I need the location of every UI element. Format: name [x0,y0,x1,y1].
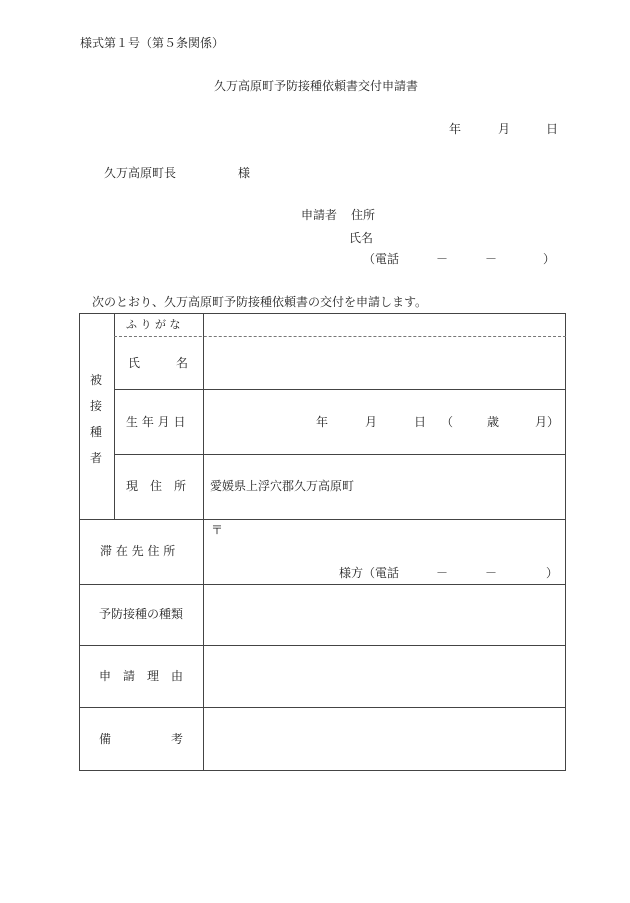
applicant-phone-open: （電話 [363,252,400,266]
section-char-4: 者 [89,451,102,465]
intro-text: 次のとおり、久万高原町予防接種依頼書の交付を申請します。 [92,295,428,309]
page-title: 久万高原町予防接種依頼書交付申請書 [214,79,419,93]
stay-care-of-phone: 様方（電話 [339,566,400,580]
stay-address-label: 滞 在 先 住 所 [100,544,176,558]
application-table [79,313,566,771]
divider-section [114,314,115,519]
stay-phone-close: ） [546,566,559,580]
birth-day-label: 日 [414,415,427,429]
name-label: 氏 名 [128,356,189,370]
vaccine-type-label: 予防接種の種類 [99,607,184,621]
birth-month-label: 月 [365,415,378,429]
section-label-vaccinee [88,373,104,477]
postal-mark: 〒 [211,523,224,537]
birth-months-label: 月） [535,415,560,429]
furigana-label: ふ り が な [126,318,181,331]
date-day-label: 日 [546,122,559,136]
birth-year-label: 年 [316,415,329,429]
remarks-label: 備 考 [99,732,184,746]
applicant-address-label: 住所 [351,208,376,222]
furigana-divider [114,336,566,337]
birth-paren-open: （ [441,415,454,429]
row-line-stay [80,584,566,585]
row-line-birth [114,454,566,455]
applicant-phone-close: ） [543,252,556,266]
section-char-3: 種 [89,425,102,439]
applicant-name-label: 氏名 [349,231,374,245]
date-year-label: 年 [449,122,462,136]
form-number: 様式第１号（第５条関係） [80,36,225,50]
applicant-phone-dash-2: － [485,252,498,266]
stay-phone-dash-1: － [436,566,449,580]
address-value: 愛媛県上浮穴郡久万高原町 [210,479,355,493]
row-line-name [114,389,566,390]
reason-label: 申 請 理 由 [99,669,184,683]
stay-phone-dash-2: － [485,566,498,580]
address-label: 現 住 所 [126,479,187,493]
applicant-phone-dash-1: － [436,252,449,266]
row-line-vaccine [80,645,566,646]
date-month-label: 月 [498,122,511,136]
row-line-address [80,519,566,520]
addressee-honorific: 様 [238,166,251,180]
addressee-name: 久万高原町長 [104,166,177,180]
birth-age-label: 歳 [487,415,500,429]
birth-label: 生 年 月 日 [126,415,186,429]
divider-label-value [203,314,204,771]
applicant-label: 申請者 [301,208,338,222]
section-char-1: 被 [89,373,102,387]
section-char-2: 接 [89,399,102,413]
row-line-reason [80,707,566,708]
